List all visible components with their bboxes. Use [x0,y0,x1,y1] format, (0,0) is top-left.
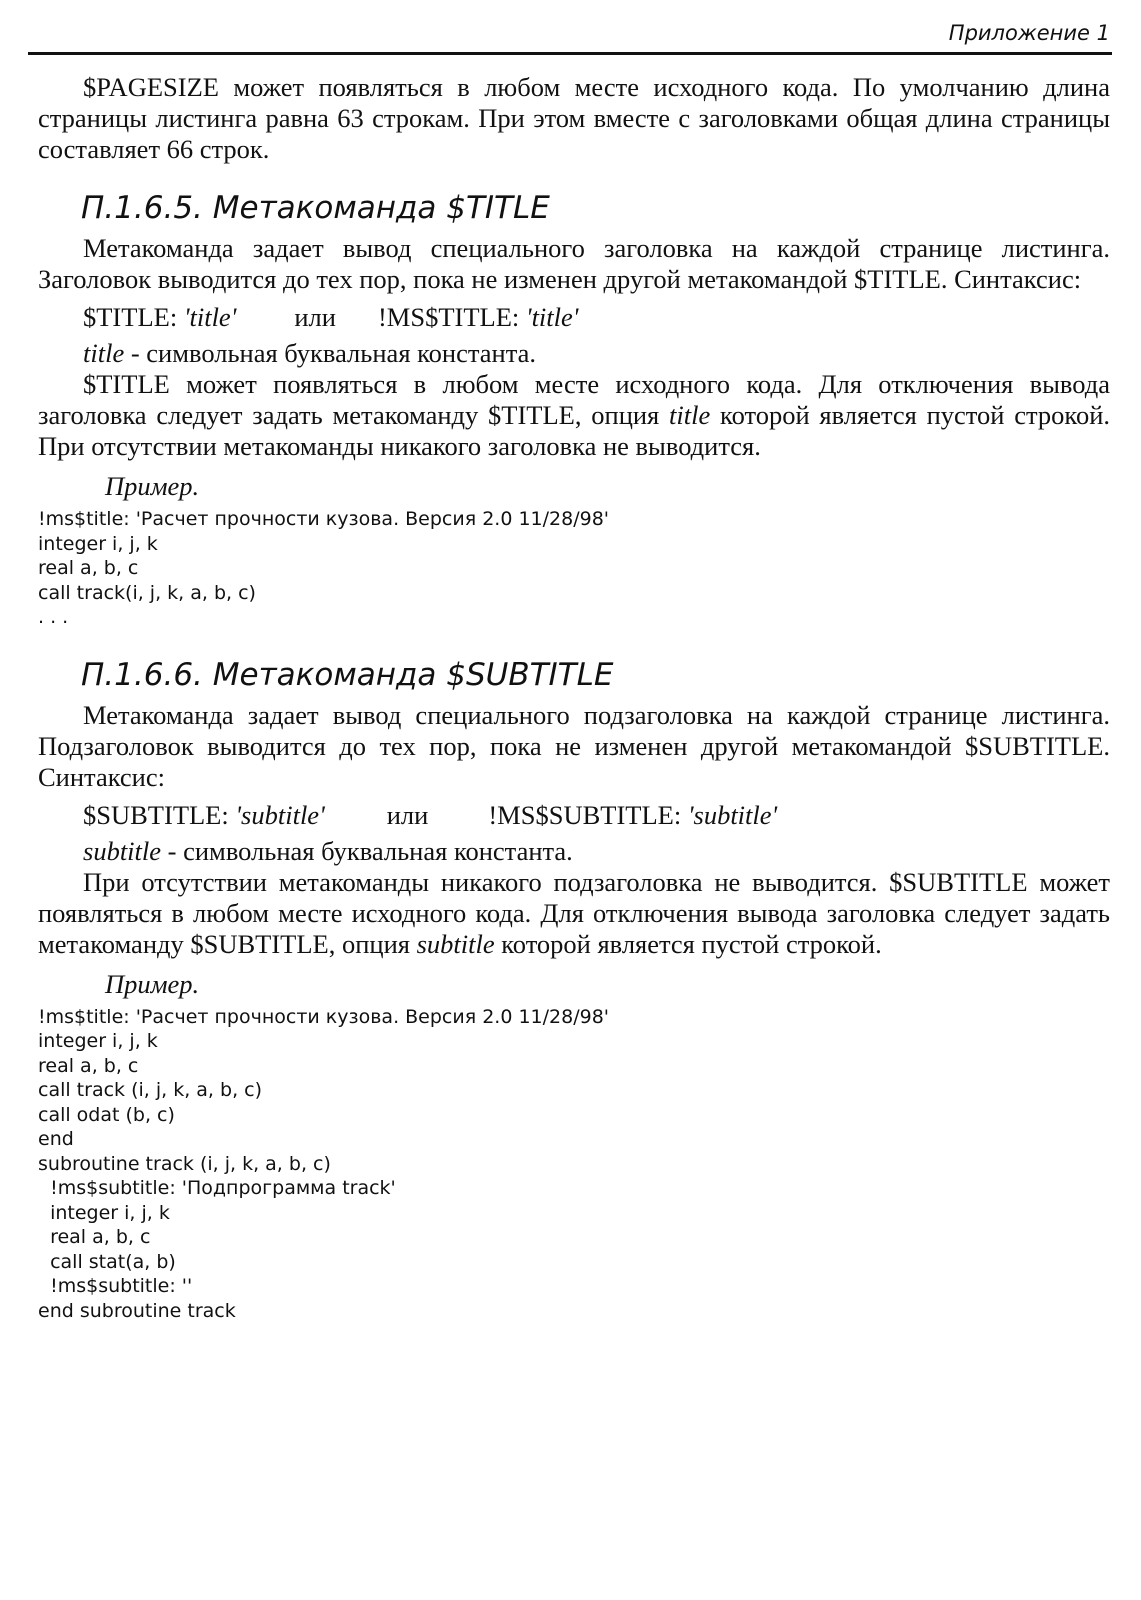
syntax-a-arg: 'subtitle' [235,799,325,830]
code-line: . . . [38,606,69,628]
param-desc: - символьная буквальная константа. [124,338,536,368]
code-line: !ms$subtitle: '' [38,1275,193,1297]
title-note [38,369,1110,462]
note-text: которой является пустой строкой. [494,928,882,959]
param-desc: - символьная буквальная константа. [161,835,573,866]
code-line: subroutine track (i, j, k, a, b, c) [38,1152,331,1175]
syntax-or: или [386,799,429,830]
subtitle-param-definition [38,836,1110,867]
param-name: subtitle [83,835,162,866]
page-body [38,72,1110,1323]
code-line: real a, b, c [38,1054,139,1077]
code-line: integer i, j, k [38,532,158,555]
syntax-a-arg: 'title' [183,302,237,332]
code-line: integer i, j, k [38,1201,170,1224]
subtitle-note [38,867,1110,960]
title-code-listing [38,507,1110,630]
section-heading-title: П.1.6.5. Метакоманда $TITLE [81,190,550,226]
code-line: real a, b, c [38,1226,151,1248]
syntax-b-arg: 'title' [525,302,579,332]
syntax-a-prefix: $TITLE: [83,302,184,332]
subtitle-example-label: Пример. [105,968,200,999]
syntax-b-prefix: !MS$SUBTITLE: [488,799,688,830]
code-line: call odat (b, c) [38,1103,175,1126]
syntax-a-prefix: $SUBTITLE: [83,799,236,830]
title-syntax-line [38,301,1110,334]
subtitle-description: Метакоманда задает вывод специального подзаголовка на каждой странице листинга. Подзаголовок выводится до тех пор, пока не изменен другой метакомандой $SUBTITLE. Синтаксис: [38,699,1110,792]
note-text: При отсутствии метакоманды никакого подзаголовка не выводится. $SUBTITLE может появляться в любом месте исходного кода. Для отключения вывода заголовка следует задать метакоманду $SUBTITLE, опция [38,866,1110,959]
note-term: subtitle [416,928,495,959]
note-text: которой является пустой строкой. При отсутствии метакоманды никакого заголовка не выводится. [38,400,1110,461]
code-line: integer i, j, k [38,1030,158,1052]
subtitle-code-listing [38,1005,1110,1324]
code-line: call stat(a, b) [38,1250,176,1273]
param-name: title [83,338,125,368]
header-rule [28,52,1112,55]
note-text: $TITLE может появляться в любом месте исходного кода. Для отключения вывода заголовка следует задать метакоманду $TITLE, опция [38,369,1110,430]
title-example-label: Пример. [105,471,200,501]
code-line: call track (i, j, k, a, b, c) [38,1079,263,1101]
code-line: !ms$title: 'Расчет прочности кузова. Версия 2.0 11/28/98' [38,508,610,530]
syntax-b-arg: 'subtitle' [687,799,778,830]
syntax-or: или [294,302,336,332]
section-heading-subtitle: П.1.6.6. Метакоманда $SUBTITLE [81,656,614,693]
syntax-b-prefix: !MS$TITLE: [377,302,526,332]
code-line: end subroutine track [38,1299,236,1322]
code-line: real a, b, c [38,557,139,579]
title-description: Метакоманда задает вывод специального заголовка на каждой странице листинга. Заголовок выводится до тех пор, пока не изменен другой метакомандой $TITLE. Синтаксис: [38,233,1110,294]
intro-paragraph: $PAGESIZE может появляться в любом месте исходного кода. По умолчанию длина страницы листинга равна 63 строкам. При этом вместе с заголовками общая длина страницы составляет 66 строк. [38,72,1110,164]
title-param-definition [38,338,1110,369]
running-header: Приложение 1 [948,21,1110,45]
subtitle-syntax-line [38,799,1110,832]
note-term: title [669,400,711,430]
code-line: !ms$title: 'Расчет прочности кузова. Версия 2.0 11/28/98' [38,1005,610,1028]
code-line: end [38,1128,74,1150]
code-line: !ms$subtitle: 'Подпрограмма track' [38,1177,396,1199]
code-line: call track(i, j, k, a, b, c) [38,581,256,604]
